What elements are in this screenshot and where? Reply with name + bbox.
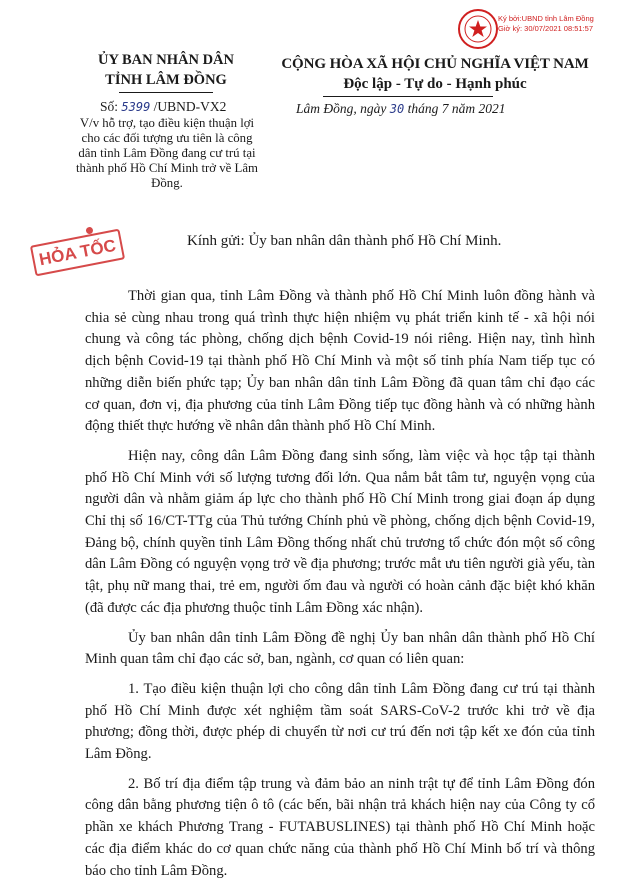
recipient-line: Kính gửi: Ủy ban nhân dân thành phố Hồ Chí Minh. xyxy=(187,233,502,249)
document-number xyxy=(100,99,226,115)
document-body xyxy=(85,286,595,890)
nation-title: CỘNG HÒA XÃ HỘI CHỦ NGHĨA VIỆT NAM xyxy=(281,56,589,72)
body-paragraph: Thời gian qua, tỉnh Lâm Đồng và thành phố Hồ Chí Minh luôn đồng hành và chia sẻ cùng nhau trong quá trình thực hiện nhiệm vụ phát triển kinh tế - xã hội nói chung và công tác phòng, chống dịch bệnh Covid-19 nói riêng. Hiện nay, tình hình dịch bệnh Covid-19 tại thành phố Hồ Chí Minh và một số tỉnh phía Nam tiếp tục có những diễn biến phức tạp; Ủy ban nhân dân tỉnh Lâm Đồng đã quan tâm chỉ đạo các cơ quan, đơn vị, địa phương của tỉnh Lâm Đồng tiếp tục đồng hành và có những hành động thiết thực hướng về nhân dân thành phố Hồ Chí Minh. xyxy=(85,288,595,435)
document-summary: V/v hỗ trợ, tạo điều kiện thuận lợi cho các đối tượng ưu tiên là công dân tỉnh Lâm Đồng đang cư trú tại thành phố Hồ Chí Minh trở về Lâm Đồng. xyxy=(76,116,258,190)
body-paragraph: 2. Bố trí địa điểm tập trung và đảm bảo an ninh trật tự để tỉnh Lâm Đồng đón công dân bằng phương tiện ô tô (các bến, bãi nhận trả khách hiện nay của Công ty cổ phần xe khách Phương Trang - FUTABUSLINES) tại thành phố Hồ Chí Minh hoặc các địa điểm khác do cơ quan chức năng của thành phố Hồ Chí Minh bố trí và thông báo cho tỉnh Lâm Đồng. xyxy=(85,775,595,879)
motto-underline xyxy=(323,96,493,97)
signature-time: Giờ ký: 30/07/2021 08:51:57 xyxy=(498,24,593,33)
issuing-org-line2: TỈNH LÂM ĐỒNG xyxy=(105,72,227,88)
digital-signature-info xyxy=(498,14,594,34)
org-underline xyxy=(119,92,213,93)
nation-motto: Độc lập - Tự do - Hạnh phúc xyxy=(343,76,527,92)
body-paragraph: 1. Tạo điều kiện thuận lợi cho công dân tỉnh Lâm Đồng đang cư trú tại thành phố Hồ Chí Minh được xét nghiệm tầm soát SARS-CoV-2 trước khi trở về địa phương; đồng thời, được phép di chuyển từ nơi cư trú đến nơi tập kết xe đón của tỉnh Lâm Đồng. xyxy=(85,680,595,763)
number-suffix: /UBND-VX2 xyxy=(153,99,227,114)
issuing-org-line1: ỦY BAN NHÂN DÂN xyxy=(97,52,234,68)
signature-signer: Ký bởi:UBND tỉnh Lâm Đồng xyxy=(498,14,594,23)
date-suffix: tháng 7 năm 2021 xyxy=(407,101,506,116)
body-paragraph: Ủy ban nhân dân tỉnh Lâm Đồng đề nghị Ủy ban nhân dân thành phố Hồ Chí Minh quan tâm chỉ đạo các sở, ban, ngành, cơ quan có liên quan: xyxy=(85,629,595,668)
document-date xyxy=(296,101,505,117)
body-paragraph: Hiện nay, công dân Lâm Đồng đang sinh sống, làm việc và học tập tại thành phố Hồ Chí Minh với số lượng tương đối lớn. Qua nắm bắt tâm tư, nguyện vọng của người dân và nhằm giảm áp lực cho thành phố Hồ Chí Minh trong giai đoạn áp dụng Chỉ thị số 16/CT-TTg của Thủ tướng Chính phủ về phòng, chống dịch bệnh Covid-19, Đảng bộ, chính quyền tỉnh Lâm Đồng thống nhất chủ trương tổ chức đón một số công dân Lâm Đồng có nguyện vọng trở về địa phương; trước mắt ưu tiên người già yếu, tàn tật, phụ nữ mang thai, trẻ em, người ốm đau và người có hoàn cảnh đặc biệt khó khăn (đã được các địa phương thuộc tỉnh Lâm Đồng xác nhận). xyxy=(85,447,595,616)
date-prefix: Lâm Đồng, ngày xyxy=(296,101,387,116)
urgent-stamp: HỎA TỐC xyxy=(30,229,125,277)
number-prefix: Số: xyxy=(100,99,119,114)
number-handwritten: 5399 xyxy=(121,100,151,114)
national-emblem-seal-icon xyxy=(457,8,499,50)
date-day-handwritten: 30 xyxy=(389,102,405,116)
